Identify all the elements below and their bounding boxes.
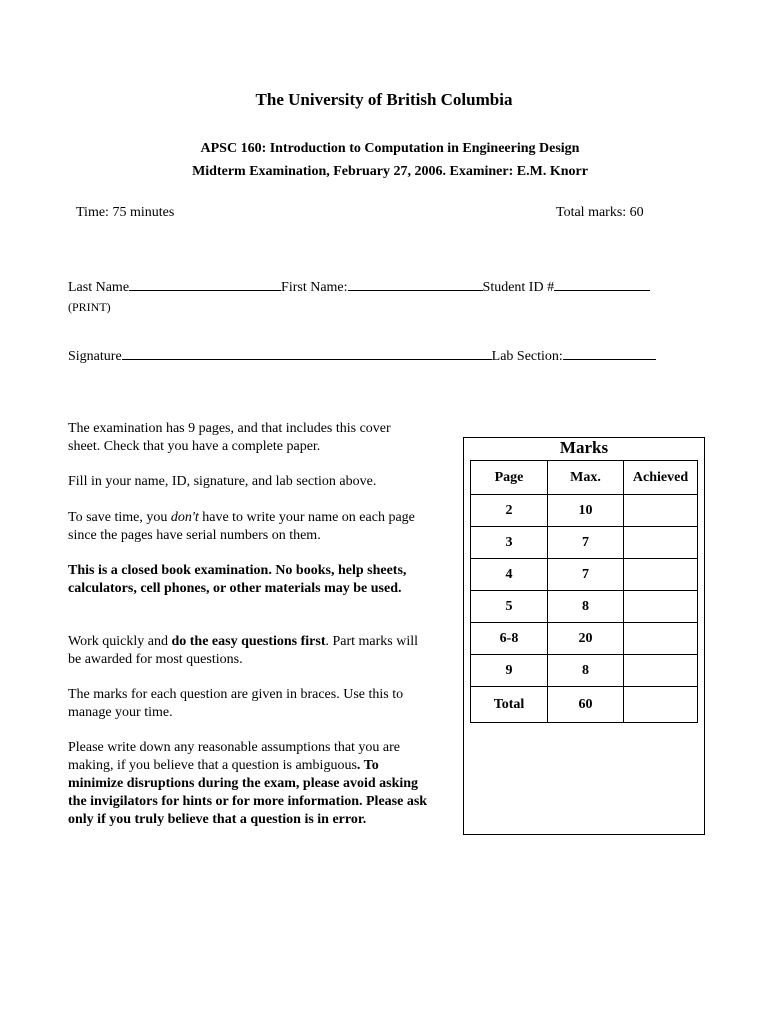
total-achieved[interactable] bbox=[624, 687, 698, 723]
instruction-work-quickly: Work quickly and do the easy questions first. Part marks will be awarded for most questions. bbox=[68, 634, 419, 667]
lab-section-label: Lab Section: bbox=[491, 349, 563, 364]
emphasis-dont: don't bbox=[170, 510, 199, 525]
course-title: APSC 160: Introduction to Computation in Engineering Design bbox=[200, 141, 580, 156]
marks-header-row bbox=[471, 461, 698, 495]
table-row bbox=[471, 655, 698, 687]
exam-info: Midterm Examination, February 27, 2006. Examiner: E.M. Knorr bbox=[192, 164, 588, 179]
row-max: 10 bbox=[548, 495, 624, 527]
row-achieved[interactable] bbox=[624, 559, 698, 591]
row-page: 5 bbox=[471, 591, 548, 623]
row-achieved[interactable] bbox=[624, 527, 698, 559]
header-max: Max. bbox=[548, 461, 624, 495]
total-label: Total bbox=[471, 687, 548, 723]
row-page: 9 bbox=[471, 655, 548, 687]
lab-section-field[interactable] bbox=[563, 345, 656, 360]
row-max: 20 bbox=[548, 623, 624, 655]
table-row bbox=[471, 527, 698, 559]
total-max: 60 bbox=[548, 687, 624, 723]
instruction-assumptions: Please write down any reasonable assumptions that you are making, if you believe that a question is ambiguous. To minimize disruptions during the exam, please avoid asking the invigilators for hints or for more information. Please ask only if you truly believe that a question is in error. bbox=[68, 740, 428, 827]
row-achieved[interactable] bbox=[624, 623, 698, 655]
row-max: 7 bbox=[548, 527, 624, 559]
signature-row bbox=[68, 345, 656, 365]
student-id-field[interactable] bbox=[554, 276, 650, 291]
first-name-field[interactable] bbox=[348, 276, 483, 291]
university-title: The University of British Columbia bbox=[255, 90, 513, 109]
instruction-fill: Fill in your name, ID, signature, and lab section above. bbox=[68, 474, 377, 489]
row-page: 4 bbox=[471, 559, 548, 591]
row-max: 8 bbox=[548, 591, 624, 623]
student-id-label: Student ID # bbox=[482, 280, 555, 295]
row-page: 2 bbox=[471, 495, 548, 527]
total-row bbox=[471, 687, 698, 723]
row-page: 6-8 bbox=[471, 623, 548, 655]
signature-label: Signature bbox=[68, 349, 122, 364]
total-marks: Total marks: 60 bbox=[556, 205, 644, 220]
marks-table bbox=[470, 460, 698, 723]
table-row bbox=[471, 591, 698, 623]
instruction-save-time: To save time, you don't have to write your name on each page since the pages have serial numbers on them. bbox=[68, 510, 415, 543]
table-row bbox=[471, 559, 698, 591]
instruction-pages: The examination has 9 pages, and that includes this cover sheet. Check that you have a complete paper. bbox=[68, 421, 391, 454]
time-limit: Time: 75 minutes bbox=[76, 205, 175, 220]
instruction-marks-braces: The marks for each question are given in braces. Use this to manage your time. bbox=[68, 687, 404, 720]
name-id-row bbox=[68, 276, 650, 296]
header-page: Page bbox=[471, 461, 548, 495]
print-note: (PRINT) bbox=[68, 300, 111, 314]
table-row bbox=[471, 495, 698, 527]
marks-title: Marks bbox=[559, 438, 609, 457]
instruction-closed-book: This is a closed book examination. No books, help sheets, calculators, cell phones, or other materials may be used. bbox=[68, 563, 407, 596]
row-page: 3 bbox=[471, 527, 548, 559]
last-name-label: Last Name bbox=[68, 280, 130, 295]
table-row bbox=[471, 623, 698, 655]
signature-field[interactable] bbox=[122, 345, 492, 360]
first-name-label: First Name: bbox=[281, 280, 348, 295]
last-name-field[interactable] bbox=[129, 276, 281, 291]
row-max: 8 bbox=[548, 655, 624, 687]
row-achieved[interactable] bbox=[624, 591, 698, 623]
row-achieved[interactable] bbox=[624, 495, 698, 527]
header-achieved: Achieved bbox=[624, 461, 698, 495]
row-max: 7 bbox=[548, 559, 624, 591]
row-achieved[interactable] bbox=[624, 655, 698, 687]
